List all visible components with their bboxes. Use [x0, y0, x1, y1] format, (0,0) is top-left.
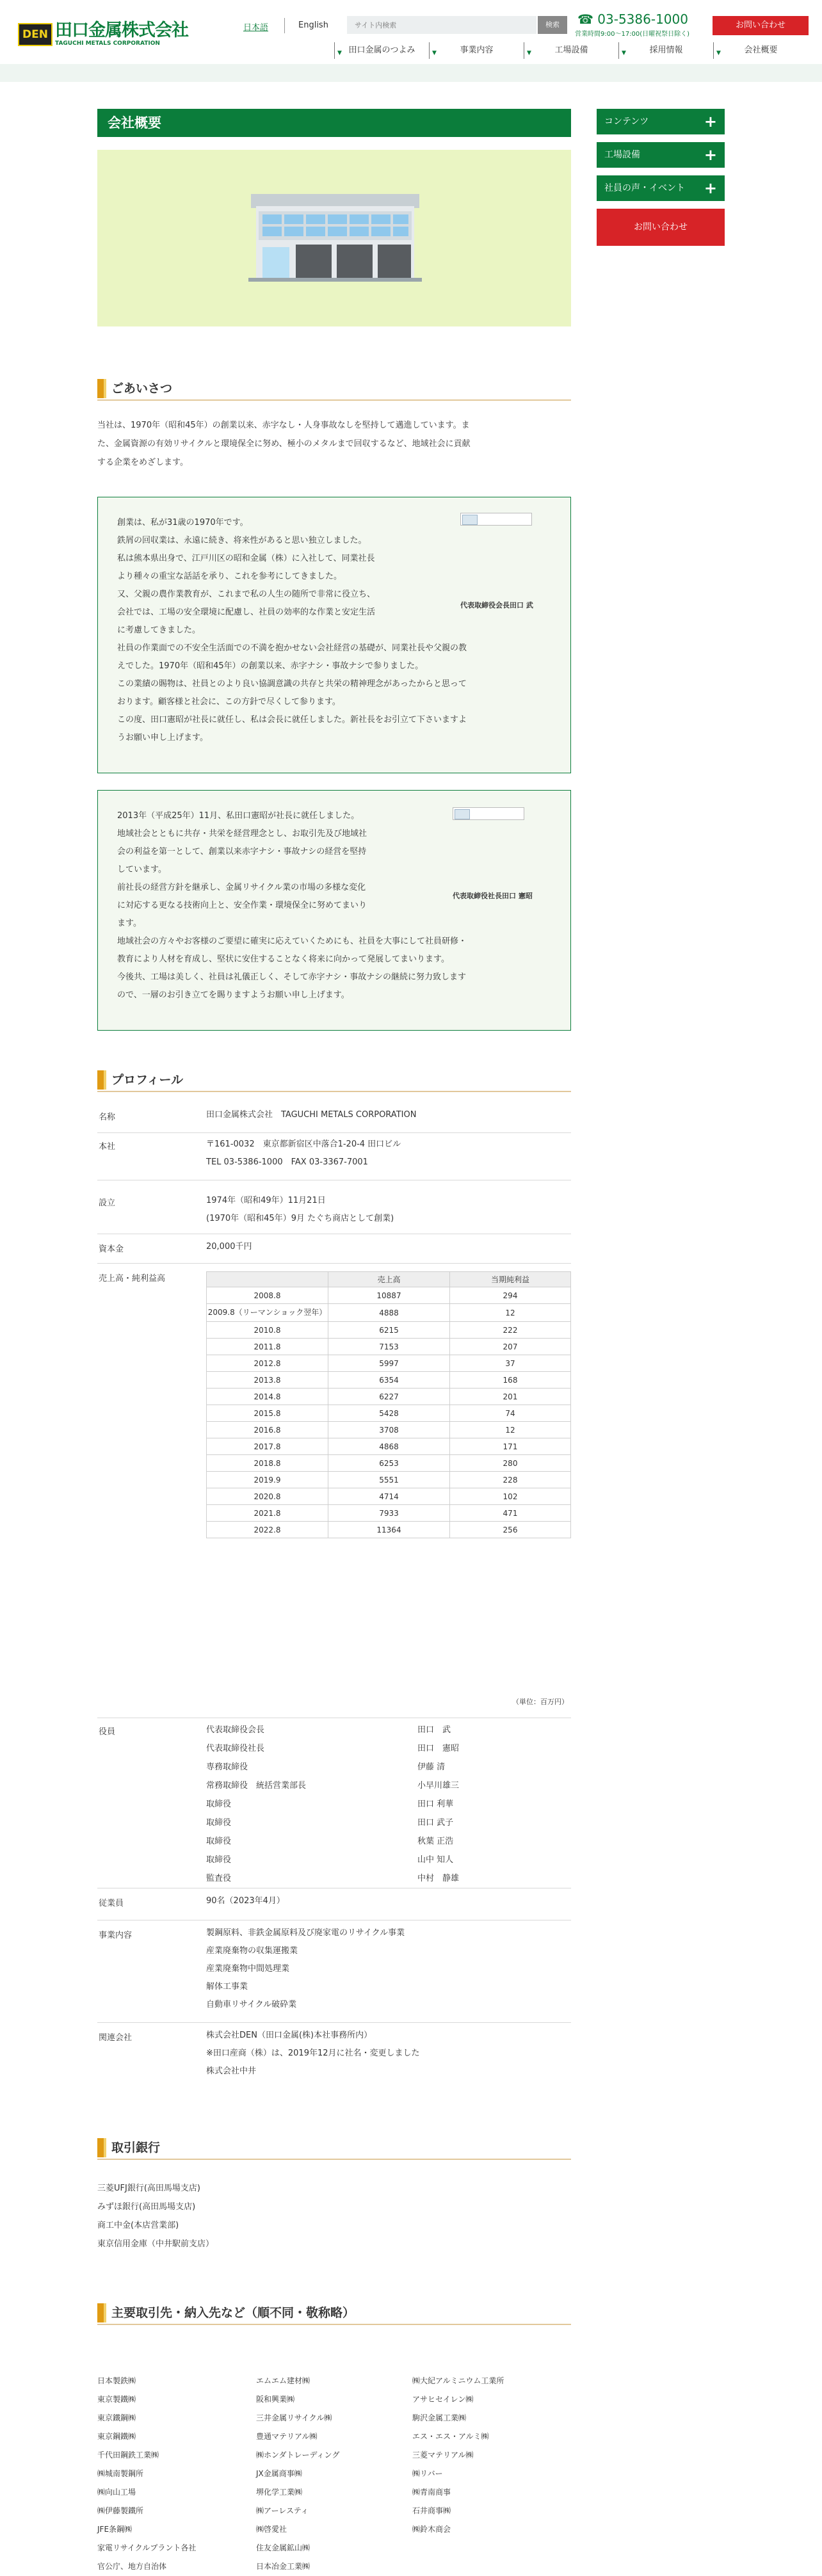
- profile-value: 90名（2023年4月）: [206, 1896, 285, 1906]
- related-company: 株式会社DEN（田口金属(株)本社事務所内）: [206, 2031, 373, 2040]
- sales-cell-year: 2022.8: [207, 1522, 328, 1538]
- profile-value: 〒161-0032 東京都新宿区中落合1-20-4 田口ビル: [206, 1139, 401, 1149]
- sidebar-item-contents[interactable]: [597, 109, 725, 134]
- hero-illustration: [97, 150, 571, 326]
- sales-header-row: [207, 1272, 571, 1287]
- company-name-en: TAGUCHI METALS CORPORATION: [55, 40, 160, 47]
- related-company: 株式会社中井: [206, 2066, 257, 2076]
- customer-item: ㈱ホンダトレーディング: [256, 2451, 340, 2459]
- bank-item: 東京信用金庫（中井駅前支店）: [97, 2239, 214, 2249]
- message-line: より種々の重宝な話話を承り、これを参考にしてきました。: [117, 572, 342, 581]
- sales-cell-profit: 171: [450, 1438, 571, 1455]
- table-row: [207, 1422, 571, 1438]
- customer-item: ㈱啓愛社: [256, 2525, 287, 2534]
- phone-text: 03-5386-1000: [597, 12, 688, 27]
- nav-label: 採用情報: [649, 45, 683, 55]
- sales-cell-revenue: 6253: [328, 1455, 450, 1472]
- table-row: [207, 1455, 571, 1472]
- customer-item: 日本冶金工業㈱: [256, 2562, 310, 2571]
- sales-cell-profit: 37: [450, 1355, 571, 1372]
- sales-cell-profit: 471: [450, 1505, 571, 1522]
- table-row: [207, 1488, 571, 1505]
- search-button[interactable]: 検索: [538, 16, 567, 34]
- sidebar-contact-button[interactable]: お問い合わせ: [597, 209, 725, 246]
- sales-table: [206, 1271, 571, 1538]
- officer-roles: [206, 1721, 424, 1888]
- nav-item-company[interactable]: [713, 42, 808, 59]
- sales-cell-year: 2010.8: [207, 1322, 328, 1339]
- customer-item: 東京鋼鐵㈱: [97, 2432, 136, 2441]
- message-line: 今後共、工場は美しく、社員は礼儀正しく、そして赤字ナシ・事故ナシの継続に努力致します: [117, 972, 466, 982]
- sales-cell-revenue: 6215: [328, 1322, 450, 1339]
- customer-item: ㈱伊藤製鐵所: [97, 2506, 144, 2515]
- president-message: [117, 807, 467, 1004]
- president-photo: [453, 807, 524, 820]
- bank-list: [97, 2179, 571, 2253]
- officer-role: 専務取締役: [206, 1762, 248, 1772]
- profile-label: 役員: [99, 1727, 116, 1737]
- sales-cell-year: 2008.8: [207, 1287, 328, 1304]
- message-line: 創業は、私が31歳の1970年です。: [117, 518, 248, 527]
- sales-cell-year: 2020.8: [207, 1488, 328, 1505]
- customer-item: 三菱マテリアル㈱: [412, 2451, 474, 2459]
- profile-label: 売上高・純利益高: [99, 1274, 166, 1284]
- profile-row-officers: [97, 1721, 571, 1888]
- officer-name: 田口 利華: [417, 1799, 454, 1809]
- profile-value: 1974年（昭和49年）11月21日: [206, 1196, 326, 1205]
- sales-cell-profit: 222: [450, 1322, 571, 1339]
- sales-cell-profit: 102: [450, 1488, 571, 1505]
- customer-item: ㈱城南製鋼所: [97, 2469, 144, 2478]
- sales-header-revenue: 売上高: [328, 1272, 450, 1287]
- profile-label: 資本金: [99, 1244, 124, 1254]
- sales-cell-revenue: 6227: [328, 1389, 450, 1405]
- customer-item: 日本製鉄㈱: [97, 2376, 136, 2385]
- message-line: うお願い申し上げます。: [117, 733, 208, 743]
- message-line: この度、田口憲昭が社長に就任し、私は会長に就任しました。新社長をお引立て下さいますよ: [117, 715, 467, 725]
- business-item: 産業廃棄物の収集運搬業: [206, 1946, 298, 1956]
- nav-item-business[interactable]: [429, 42, 524, 59]
- message-line: に対応する更なる技術向上と、安全作業・環境保全に努めてまいり: [117, 901, 367, 910]
- chevron-down-icon: ▼: [622, 50, 626, 56]
- officer-role: 取締役: [206, 1837, 232, 1846]
- chevron-down-icon: ▼: [432, 50, 437, 56]
- nav-item-recruit[interactable]: [618, 42, 713, 59]
- customer-item: ㈱大紀アルミニウム工業所: [412, 2376, 504, 2385]
- officer-role: 代表取締役社長: [206, 1744, 265, 1753]
- sales-header-profit: 当期純利益: [450, 1272, 571, 1287]
- nav-label: 田口金属のつよみ: [348, 45, 415, 55]
- sales-cell-year: 2015.8: [207, 1405, 328, 1422]
- plus-icon: +: [704, 146, 717, 164]
- profile-value: 田口金属株式会社 TAGUCHI METALS CORPORATION: [206, 1110, 417, 1120]
- message-line: しています。: [117, 865, 166, 874]
- section-heading-customers: 主要取引先・納入先など（順不同・敬称略）: [97, 2302, 571, 2325]
- message-line: 会社では、工場の安全環境に配慮し、社員の効率的な作業と安定生活: [117, 608, 376, 617]
- sales-cell-profit: 280: [450, 1455, 571, 1472]
- profile-row-business: [97, 1924, 571, 2023]
- table-row: [207, 1505, 571, 1522]
- profile-row-employees: [97, 1892, 571, 1920]
- lang-divider: [284, 18, 285, 33]
- profile-value: (1970年（昭和45年）9月 たぐち商店として創業): [206, 1214, 394, 1223]
- president-message-box: [97, 790, 571, 1031]
- message-line: 社員の作業面での不安全生活面での不満を抱かせない会社経営の基礎が、同業社長や父親の教: [117, 643, 467, 653]
- sales-header-year: [207, 1272, 328, 1287]
- sales-cell-year: 2021.8: [207, 1505, 328, 1522]
- sidebar-item-label: 工場設備: [604, 150, 640, 160]
- profile-label: 本社: [99, 1142, 116, 1152]
- sales-cell-profit: 294: [450, 1287, 571, 1304]
- message-line: ので、一層のお引き立てを賜りますようお願い申し上げます。: [117, 990, 350, 1000]
- sales-cell-profit: 74: [450, 1405, 571, 1422]
- customer-column-2: [256, 2372, 410, 2576]
- page-title: 会社概要: [97, 109, 571, 137]
- section-heading-banks: 取引銀行: [97, 2137, 571, 2160]
- main-content: [97, 109, 571, 2571]
- officer-name: 小早川雄三: [417, 1781, 460, 1791]
- sales-cell-revenue: 10887: [328, 1287, 450, 1304]
- logo[interactable]: [18, 22, 188, 47]
- phone-icon: ☎: [577, 12, 593, 27]
- profile-label: 関連会社: [99, 2033, 133, 2043]
- message-line: 地域社会とともに共存・共栄を経営理念とし、お取引先及び地域社: [117, 829, 367, 839]
- business-item: 自動車リサイクル破砕業: [206, 2000, 297, 2009]
- chairman-caption: 代表取締役会長田口 武: [460, 601, 533, 609]
- customer-item: 千代田鋼鉄工業㈱: [97, 2451, 159, 2459]
- message-line: に考慮してきました。: [117, 625, 201, 635]
- sales-cell-revenue: 11364: [328, 1522, 450, 1538]
- contact-button[interactable]: お問い合わせ: [713, 16, 809, 35]
- sales-cell-revenue: 7153: [328, 1339, 450, 1355]
- sidebar-item-voices[interactable]: [597, 175, 725, 201]
- table-row: [207, 1405, 571, 1422]
- logo-mark: DEN: [18, 23, 52, 46]
- message-line: 鉄屑の回収業は、永遠に続き、将来性があると思い独立しました。: [117, 536, 367, 545]
- customer-item: 阪和興業㈱: [256, 2395, 295, 2404]
- officer-name: 山中 知人: [417, 1855, 454, 1865]
- message-line: おります。顧客様と社会に、この方針で尽くして参ります。: [117, 697, 341, 707]
- chairman-message: [117, 514, 467, 747]
- lang-english-link[interactable]: English: [298, 20, 328, 30]
- intro-line: する企業をめざします。: [97, 458, 188, 467]
- sales-cell-year: 2012.8: [207, 1355, 328, 1372]
- officer-role: 取締役: [206, 1855, 232, 1865]
- message-line: 会の利益を第一として、創業以来赤字ナシ・事故ナシの経営を堅持: [117, 847, 367, 857]
- profile-label: 従業員: [99, 1899, 124, 1908]
- officer-role: 監査役: [206, 1874, 232, 1883]
- customer-item: ㈱アーレスティ: [256, 2506, 309, 2515]
- sidebar-item-label: コンテンツ: [604, 117, 649, 127]
- sales-cell-revenue: 7933: [328, 1505, 450, 1522]
- sales-cell-revenue: 4714: [328, 1488, 450, 1505]
- nav-label: 事業内容: [460, 45, 494, 55]
- sales-cell-year: 2018.8: [207, 1455, 328, 1472]
- sales-cell-profit: 228: [450, 1472, 571, 1488]
- officer-name: 田口 憲昭: [417, 1744, 460, 1753]
- site-header: [0, 0, 822, 64]
- customer-item: 駒沢金属工業㈱: [412, 2413, 467, 2422]
- nav-label: 会社概要: [744, 45, 778, 55]
- message-line: えでした。1970年（昭和45年）の創業以来、赤字ナシ・事故ナシで参りました。: [117, 661, 424, 671]
- search-input[interactable]: [347, 16, 536, 34]
- sales-cell-profit: 256: [450, 1522, 571, 1538]
- section-heading-profile: プロフィール: [97, 1069, 571, 1092]
- bank-item: 商工中金(本店営業部): [97, 2221, 179, 2230]
- customer-item: JFE条鋼㈱: [97, 2525, 133, 2534]
- table-row: [207, 1322, 571, 1339]
- nav-label: 工場設備: [554, 45, 588, 55]
- profile-value: TEL 03-5386-1000 FAX 03-3367-7001: [206, 1157, 368, 1167]
- customer-item: 東京製鐵㈱: [97, 2395, 136, 2404]
- profile-row-hq: [97, 1136, 571, 1180]
- plus-icon: +: [704, 179, 717, 197]
- table-row: [207, 1355, 571, 1372]
- sales-cell-year: 2014.8: [207, 1389, 328, 1405]
- message-line: 地域社会の方々やお客様のご要望に確実に応えていくためにも、社員を大事にして社員研修・: [117, 937, 467, 946]
- officer-name: 秋葉 正浩: [417, 1837, 454, 1846]
- customer-item: 三井金属リサイクル㈱: [256, 2413, 332, 2422]
- business-item: 解体工事業: [206, 1982, 248, 1992]
- intro-line: 当社は、1970年（昭和45年）の創業以来、赤字なし・人身事故なしを堅持して邁進しています。ま: [97, 421, 470, 430]
- bank-item: 三菱UFJ銀行(高田馬場支店): [97, 2184, 200, 2193]
- chairman-photo: [460, 513, 532, 526]
- president-caption: 代表取締役社長田口 憲昭: [453, 892, 533, 900]
- header-strip: [0, 64, 822, 82]
- lang-japanese-link[interactable]: 日本語: [243, 23, 269, 33]
- sales-cell-profit: 12: [450, 1304, 571, 1322]
- table-row: [207, 1472, 571, 1488]
- officer-role: 常務取締役 統括営業部長: [206, 1781, 307, 1791]
- customer-item: 堺化学工業㈱: [256, 2488, 303, 2497]
- table-row: [207, 1389, 571, 1405]
- sales-cell-profit: 168: [450, 1372, 571, 1389]
- customer-column-3: [412, 2372, 571, 2539]
- customer-item: エス・エス・アルミ㈱: [412, 2432, 489, 2441]
- plus-icon: +: [704, 113, 717, 131]
- nav-item-strengths[interactable]: [334, 42, 429, 59]
- profile-row-name: [97, 1106, 571, 1133]
- sidebar-item-label: 社員の声・イベント: [604, 183, 685, 193]
- chevron-down-icon: ▼: [527, 50, 531, 56]
- sales-cell-revenue: 4868: [328, 1438, 450, 1455]
- customer-item: ㈱青南商事: [412, 2488, 451, 2497]
- table-row: [207, 1339, 571, 1355]
- sales-cell-year: 2013.8: [207, 1372, 328, 1389]
- sales-cell-year: 2016.8: [207, 1422, 328, 1438]
- intro-line: た、金属資源の有効リサイクルと環境保全に努め、極小のメタルまで回収するなど、地域社会に貢献: [97, 439, 471, 449]
- sales-cell-profit: 207: [450, 1339, 571, 1355]
- business-item: 製鋼原料、非鉄金属原料及び廃家電のリサイクル事業: [206, 1928, 405, 1938]
- sales-cell-year: 2011.8: [207, 1339, 328, 1355]
- table-row: [207, 1304, 571, 1322]
- customer-column-1: [97, 2372, 251, 2576]
- message-line: ます。: [117, 919, 141, 928]
- sales-cell-revenue: 4888: [328, 1304, 450, 1322]
- sales-cell-year: 2009.8（リーマンショック翌年）: [207, 1304, 328, 1322]
- main-nav: [334, 42, 808, 59]
- chairman-message-box: [97, 497, 571, 773]
- customer-item: JX金属商事㈱: [256, 2469, 302, 2478]
- officer-name: 田口 武子: [417, 1818, 454, 1828]
- customer-item: アサヒセイレン㈱: [412, 2395, 474, 2404]
- bank-item: みずほ銀行(高田馬場支店): [97, 2202, 196, 2212]
- greeting-intro: [97, 416, 571, 472]
- customer-item: 豊通マテリアル㈱: [256, 2432, 318, 2441]
- sales-cell-year: 2019.9: [207, 1472, 328, 1488]
- profile-row-sales: [97, 1268, 571, 1718]
- related-company: ※田口産商（株）は、2019年12月に社名・変更しました: [206, 2049, 420, 2058]
- customer-item: 東京鐵鋼㈱: [97, 2413, 136, 2422]
- profile-value: 20,000千円: [206, 1242, 252, 1252]
- sales-cell-revenue: 3708: [328, 1422, 450, 1438]
- message-line: 又、父親の農作業教育が、これまで私の人生の随所で非常に役立ち、: [117, 590, 376, 599]
- sales-unit: （単位：百万円）: [512, 1698, 568, 1706]
- nav-item-factory[interactable]: [524, 42, 618, 59]
- customer-item: ㈱リバー: [412, 2469, 443, 2478]
- message-line: 2013年（平成25年）11月、私田口憲昭が社長に就任しました。: [117, 811, 360, 821]
- customer-item: ㈱鈴木商会: [412, 2525, 451, 2534]
- company-name-jp: 田口金属株式会社: [55, 20, 188, 40]
- profile-row-established: [97, 1192, 571, 1234]
- phone-number[interactable]: [577, 12, 688, 27]
- officer-name: 田口 武: [417, 1725, 451, 1735]
- sales-cell-year: 2017.8: [207, 1438, 328, 1455]
- sidebar-item-factory[interactable]: [597, 142, 725, 168]
- profile-row-capital: [97, 1238, 571, 1264]
- customer-item: エムエム建材㈱: [256, 2376, 310, 2385]
- sales-cell-profit: 201: [450, 1389, 571, 1405]
- sales-cell-revenue: 5551: [328, 1472, 450, 1488]
- customer-item: 石井商事㈱: [412, 2506, 451, 2515]
- officer-name: 伊藤 清: [417, 1762, 446, 1772]
- profile-label: 名称: [99, 1113, 116, 1122]
- customer-item: ㈱向山工場: [97, 2488, 136, 2497]
- chevron-down-icon: ▼: [337, 50, 342, 56]
- sales-cell-profit: 12: [450, 1422, 571, 1438]
- section-heading-greeting: ごあいさつ: [97, 378, 571, 401]
- sales-cell-revenue: 5997: [328, 1355, 450, 1372]
- table-row: [207, 1287, 571, 1304]
- profile-label: 事業内容: [99, 1931, 133, 1940]
- sales-cell-revenue: 5428: [328, 1405, 450, 1422]
- table-row: [207, 1522, 571, 1538]
- officer-role: 取締役: [206, 1818, 232, 1828]
- business-item: 産業廃棄物中間処理業: [206, 1964, 290, 1974]
- profile-label: 設立: [99, 1198, 116, 1208]
- officer-role: 代表取締役会長: [206, 1725, 265, 1735]
- message-line: 私は熊本県出身で、江戸川区の昭和金属（株）に入社して、同業社長: [117, 554, 375, 563]
- profile-row-related: [97, 2027, 571, 2091]
- sales-body: [207, 1287, 571, 1538]
- chevron-down-icon: ▼: [716, 50, 721, 56]
- officer-role: 取締役: [206, 1799, 232, 1809]
- table-row: [207, 1438, 571, 1455]
- message-line: 前社長の経営方針を継承し、金属リサイクル業の市場の多様な変化: [117, 883, 366, 892]
- building-icon: [97, 150, 571, 326]
- officer-names: [417, 1721, 571, 1888]
- message-line: この業績の賜物は、社員とのより良い協調意識の共存と共栄の精神理念があったからと思って: [117, 679, 467, 689]
- customer-item: 官公庁、地方自治体: [97, 2562, 167, 2571]
- customer-item: 家電リサイクルプラント各社: [97, 2543, 197, 2552]
- customer-item: 住友金属鉱山㈱: [256, 2543, 310, 2552]
- sales-cell-revenue: 6354: [328, 1372, 450, 1389]
- business-hours: 営業時間9:00〜17:00(日曜祝祭日除く): [575, 31, 690, 38]
- officer-name: 中村 静雄: [417, 1874, 460, 1883]
- table-row: [207, 1372, 571, 1389]
- message-line: 教育により人材を育成し、堅状に安住することなく将来に向かって発展してまいります。: [117, 954, 449, 964]
